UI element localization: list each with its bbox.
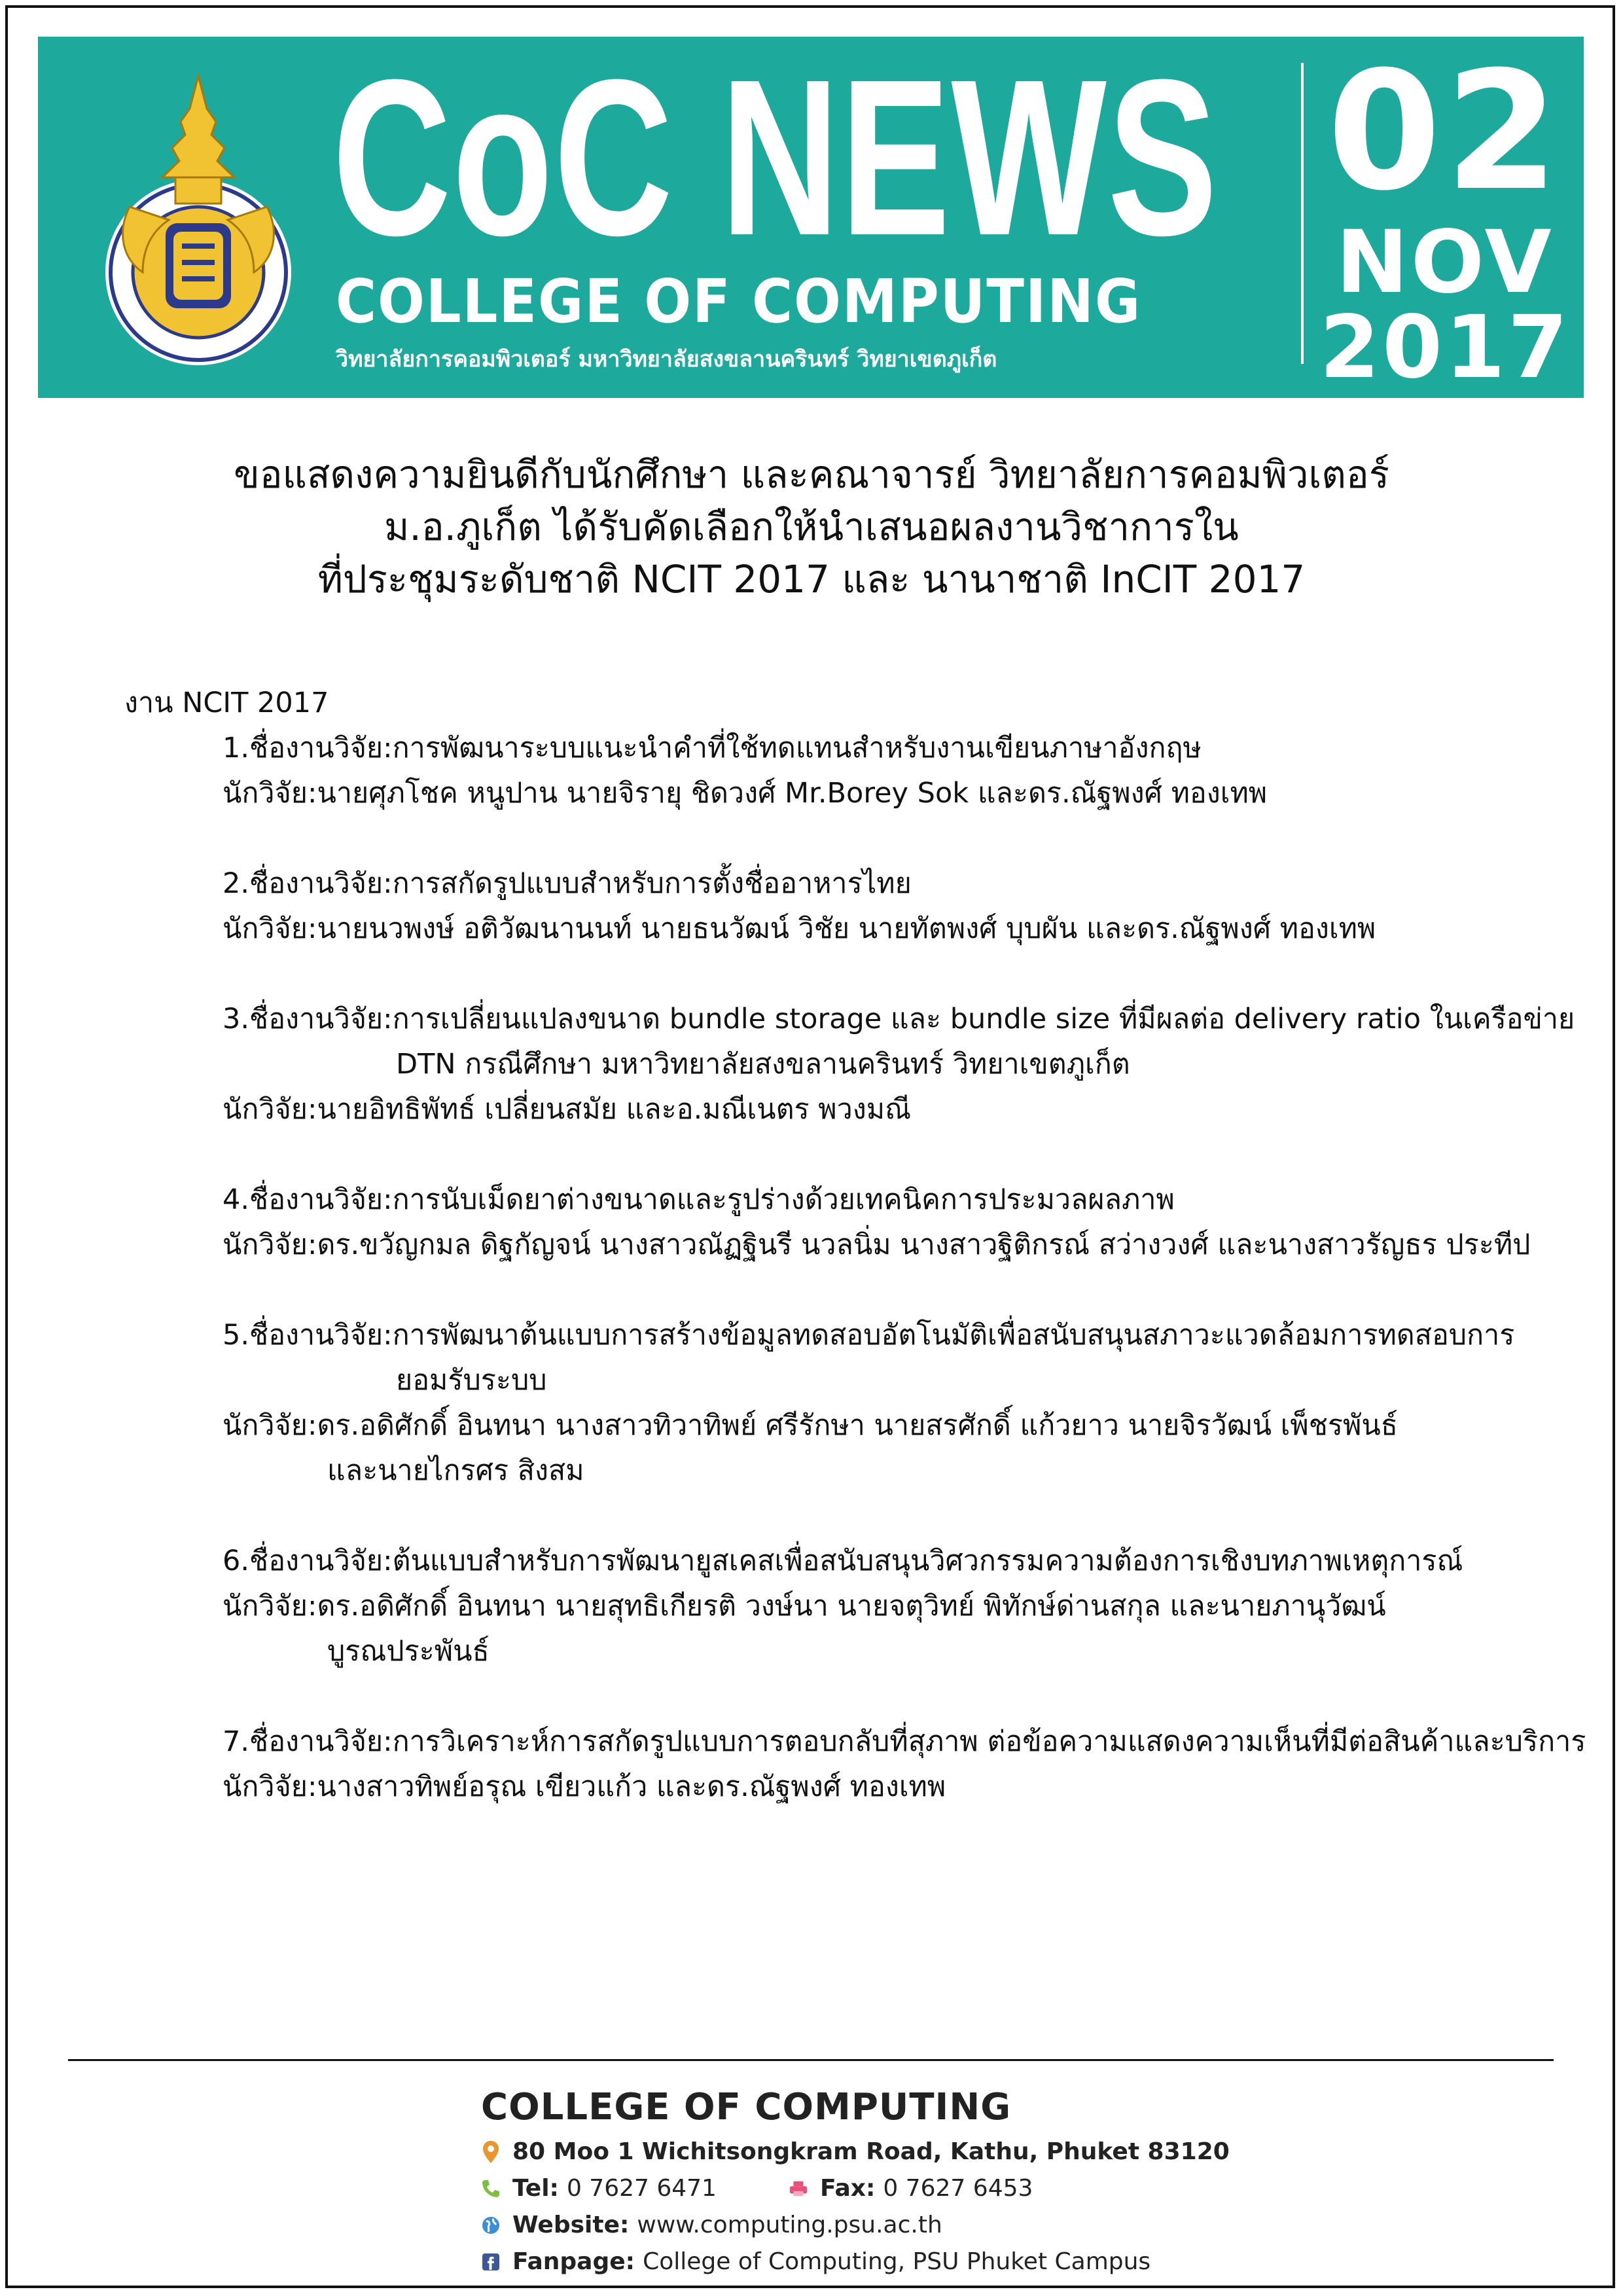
researchers-row (223, 771, 1531, 816)
research-title-label: 5.ชื่องานวิจัย: (223, 1319, 393, 1352)
fax-number: 0 7627 6453 (883, 2175, 1033, 2202)
footer-contact (481, 2081, 1266, 2280)
research-item (223, 1177, 1531, 1268)
researchers-continued: และนายไกรศร สิงสม (327, 1454, 584, 1487)
researchers: นายศุภโชค หนูปาน นายจิรายุ ชิดวงศ์ Mr.Borey Sok และดร.ณัฐพงศ์ ทองเทพ (317, 777, 1268, 810)
researchers: นายนวพงษ์ อติวัฒนานนท์ นายธนวัฒน์ วิชัย นายทัตพงศ์ บุบผัน และดร.ณัฐพงศ์ ทองเทพ (317, 912, 1376, 945)
research-title-label: 4.ชื่องานวิจัย: (223, 1183, 393, 1216)
research-title: ต้นแบบสำหรับการพัฒนายูสเคสเพื่อสนับสนุนวิศวกรรมความต้องการเชิงบทภาพเหตุการณ์ (392, 1545, 1463, 1577)
researchers-label: นักวิจัย: (223, 1093, 317, 1126)
header-banner (38, 33, 1584, 398)
website-url[interactable]: www.computing.psu.ac.th (637, 2212, 942, 2238)
fanpage-name[interactable]: College of Computing, PSU Phuket Campus (643, 2248, 1151, 2275)
issue-date (1314, 36, 1576, 398)
section-title: งาน NCIT 2017 (124, 687, 329, 719)
research-title: การวิเคราะห์การสกัดรูปแบบการตอบกลับที่สุภาพ ต่อข้อความแสดงความเห็นที่มีต่อสินค้าและบริการ (392, 1725, 1586, 1758)
research-item (223, 861, 1531, 952)
footer-address-row (481, 2134, 1266, 2170)
research-title-label: 2.ชื่องานวิจัย: (223, 867, 393, 900)
researchers-label: นักวิจัย: (223, 1770, 317, 1803)
researchers-label: นักวิจัย: (223, 777, 317, 810)
research-title-row (223, 1177, 1531, 1223)
facebook-icon (481, 2249, 501, 2275)
research-title: การพัฒนาระบบแนะนำคำที่ใช้ทดแทนสำหรับงานเขียนภาษาอังกฤษ (392, 732, 1202, 764)
college-name: COLLEGE OF COMPUTING (336, 266, 1142, 336)
headline-line-1: ขอแสดงความยินดีกับนักศึกษา และคณาจารย์ วิทยาลัยการคอมพิวเตอร์ (234, 452, 1389, 497)
issue-year: 2017 (1319, 297, 1571, 398)
research-item (223, 997, 1575, 1132)
footer-website-row (481, 2207, 1266, 2244)
psu-seal-icon (77, 63, 319, 370)
footer-title: COLLEGE OF COMPUTING (481, 2086, 1012, 2128)
researchers-row (223, 906, 1531, 952)
globe-icon (481, 2212, 501, 2238)
tel-label: Tel: (512, 2175, 559, 2202)
website-label: Website: (512, 2212, 630, 2238)
headline-line-3: ที่ประชุมระดับชาติ NCIT 2017 และ นานาชาติ InCIT 2017 (317, 557, 1306, 601)
researchers-row (223, 1403, 1531, 1448)
researchers-label: นักวิจัย: (223, 912, 317, 945)
research-item (223, 1313, 1531, 1494)
research-title-row (223, 997, 1575, 1042)
headline-line-2: ม.อ.ภูเก็ต ได้รับคัดเลือกให้นำเสนอผลงานวิชาการใน (384, 505, 1239, 549)
research-title-label: 7.ชื่องานวิจัย: (223, 1725, 393, 1758)
research-title: การนับเม็ดยาต่างขนาดและรูปร่างด้วยเทคนิคการประมวลผลภาพ (392, 1183, 1175, 1216)
research-items (124, 726, 1586, 1810)
tel-number: 0 7627 6471 (566, 2175, 717, 2202)
newsletter-title: CoC NEWS (332, 33, 1219, 282)
banner-divider (1301, 63, 1304, 364)
researchers: ดร.อดิศักดิ์ อินทนา นางสาวทิวาทิพย์ ศรีรักษา นายสรศักดิ์ แก้วยาว นายจิรวัฒน์ เพ็ชรพันธ์ (317, 1409, 1398, 1442)
researchers: ดร.ขวัญกมล ดิฐกัญจน์ นางสาวณัฏฐินรี นวลนิ่ม นางสาวฐิติกรณ์ สว่างวงศ์ และนางสาวรัญธร ประทีป (317, 1229, 1531, 1261)
researchers-label: นักวิจัย: (223, 1229, 317, 1261)
research-title: การพัฒนาต้นแบบการสร้างข้อมูลทดสอบอัตโนมัติเพื่อสนับสนุนสภาวะแวดล้อมการทดสอบการ (392, 1319, 1515, 1352)
research-title-row (223, 1313, 1531, 1358)
research-item (223, 1719, 1586, 1810)
research-title-label: 3.ชื่องานวิจัย: (223, 1003, 393, 1035)
research-item (223, 726, 1531, 816)
research-title: การสกัดรูปแบบสำหรับการตั้งชื่ออาหารไทย (392, 867, 912, 900)
researchers-row (223, 1765, 1531, 1810)
research-title: การเปลี่ยนแปลงขนาด bundle storage และ bundle size ที่มีผลต่อ delivery ratio ในเครือข่าย (392, 1003, 1575, 1035)
researchers-label: นักวิจัย: (223, 1590, 317, 1623)
research-title-row (223, 1719, 1586, 1765)
footer-address: 80 Moo 1 Wichitsongkram Road, Kathu, Phuket 83120 (512, 2138, 1230, 2165)
researchers-row (223, 1223, 1531, 1268)
researchers-continued: บูรณประพันธ์ (327, 1635, 490, 1668)
research-title-label: 1.ชื่องานวิจัย: (223, 732, 393, 764)
researchers: นายอิทธิพัทธ์ เปลี่ยนสมัย และอ.มณีเนตร พวงมณี (317, 1093, 911, 1126)
research-title-row (223, 726, 1531, 771)
college-name-thai: วิทยาลัยการคอมพิวเตอร์ มหาวิทยาลัยสงขลานครินทร์ วิทยาเขตภูเก็ต (336, 346, 997, 372)
footer-divider (68, 2059, 1554, 2061)
fax-icon (789, 2176, 808, 2202)
researchers-row (223, 1584, 1531, 1629)
research-title-continued: DTN กรณีศึกษา มหาวิทยาลัยสงขลานครินทร์ วิทยาเขตภูเก็ต (396, 1048, 1130, 1081)
phone-icon (481, 2176, 501, 2202)
location-pin-icon (481, 2139, 501, 2165)
researchers: ดร.อดิศักดิ์ อินทนา นายสุทธิเกียรติ วงษ์นา นายจตุวิทย์ พิทักษ์ด่านสกุล และนายภานุวัฒน์ (317, 1590, 1386, 1623)
research-title-row (223, 861, 1531, 906)
research-title-label: 6.ชื่องานวิจัย: (223, 1545, 393, 1577)
fax-label: Fax: (819, 2175, 876, 2202)
headline (131, 448, 1492, 605)
research-item (223, 1539, 1531, 1674)
issue-month: NOV (1336, 212, 1554, 313)
issue-day: 02 (1327, 36, 1563, 226)
researchers-row (223, 1087, 1531, 1132)
footer-phone-row (481, 2170, 1266, 2207)
researchers: นางสาวทิพย์อรุณ เขียวแก้ว และดร.ณัฐพงศ์ ทองเทพ (317, 1770, 946, 1803)
researchers-label: นักวิจัย: (223, 1409, 317, 1442)
research-list (124, 681, 1586, 1810)
research-title-continued: ยอมรับระบบ (396, 1364, 547, 1397)
footer-fanpage-row (481, 2244, 1266, 2280)
research-title-row (223, 1539, 1531, 1584)
fanpage-label: Fanpage: (512, 2248, 635, 2275)
